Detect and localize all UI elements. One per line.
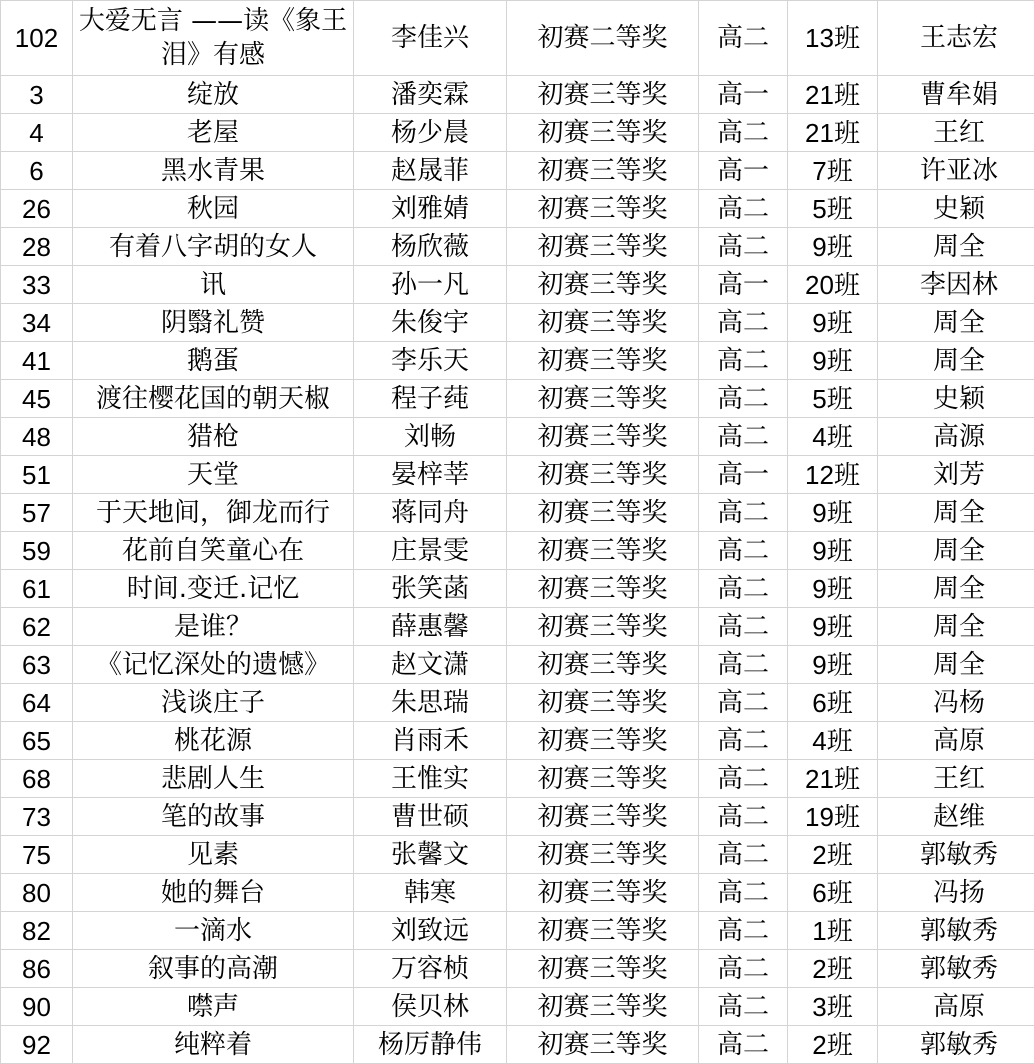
cell-id[interactable]: 80 <box>1 874 73 912</box>
cell-teacher[interactable]: 李因林 <box>878 266 1034 304</box>
cell-teacher[interactable]: 周全 <box>878 494 1034 532</box>
cell-teacher[interactable]: 周全 <box>878 608 1034 646</box>
cell-award[interactable]: 初赛三等奖 <box>507 608 699 646</box>
cell-author[interactable]: 赵文潇 <box>354 646 507 684</box>
cell-id[interactable]: 59 <box>1 532 73 570</box>
cell-teacher[interactable]: 冯扬 <box>878 874 1034 912</box>
cell-grade[interactable]: 高一 <box>699 456 788 494</box>
cell-award[interactable]: 初赛三等奖 <box>507 456 699 494</box>
cell-grade[interactable]: 高二 <box>699 1026 788 1064</box>
cell-class[interactable]: 13班 <box>788 1 878 76</box>
cell-award[interactable]: 初赛三等奖 <box>507 646 699 684</box>
cell-class[interactable]: 3班 <box>788 988 878 1026</box>
cell-award[interactable]: 初赛二等奖 <box>507 1 699 76</box>
cell-teacher[interactable]: 赵维 <box>878 798 1034 836</box>
cell-author[interactable]: 朱思瑞 <box>354 684 507 722</box>
cell-grade[interactable]: 高二 <box>699 684 788 722</box>
cell-author[interactable]: 赵晟菲 <box>354 152 507 190</box>
table-body <box>1 1 1034 1064</box>
table-row <box>1 114 1034 152</box>
cell-grade[interactable]: 高二 <box>699 190 788 228</box>
cell-id[interactable]: 64 <box>1 684 73 722</box>
cell-award[interactable]: 初赛三等奖 <box>507 266 699 304</box>
cell-id[interactable]: 90 <box>1 988 73 1026</box>
cell-title[interactable]: 《记忆深处的遗憾》 <box>73 646 354 684</box>
cell-title[interactable]: 她的舞台 <box>73 874 354 912</box>
cell-grade[interactable]: 高一 <box>699 152 788 190</box>
cell-author[interactable]: 曹世硕 <box>354 798 507 836</box>
cell-title[interactable]: 笔的故事 <box>73 798 354 836</box>
cell-class[interactable]: 5班 <box>788 380 878 418</box>
cell-grade[interactable]: 高二 <box>699 114 788 152</box>
cell-author[interactable]: 潘奕霖 <box>354 76 507 114</box>
cell-author[interactable]: 薛惠馨 <box>354 608 507 646</box>
cell-teacher[interactable]: 郭敏秀 <box>878 1026 1034 1064</box>
cell-id[interactable]: 45 <box>1 380 73 418</box>
cell-grade[interactable]: 高二 <box>699 950 788 988</box>
cell-author[interactable]: 张笑菡 <box>354 570 507 608</box>
cell-award[interactable]: 初赛三等奖 <box>507 836 699 874</box>
cell-class[interactable]: 6班 <box>788 684 878 722</box>
cell-class[interactable]: 7班 <box>788 152 878 190</box>
cell-author[interactable]: 李乐天 <box>354 342 507 380</box>
cell-grade[interactable]: 高二 <box>699 380 788 418</box>
table-row <box>1 76 1034 114</box>
cell-teacher[interactable]: 周全 <box>878 532 1034 570</box>
cell-grade[interactable]: 高二 <box>699 988 788 1026</box>
cell-teacher[interactable]: 周全 <box>878 646 1034 684</box>
cell-award[interactable]: 初赛三等奖 <box>507 722 699 760</box>
cell-id[interactable]: 48 <box>1 418 73 456</box>
cell-grade[interactable]: 高二 <box>699 798 788 836</box>
cell-title[interactable]: 秋园 <box>73 190 354 228</box>
table-row <box>1 646 1034 684</box>
cell-class[interactable]: 5班 <box>788 190 878 228</box>
cell-class[interactable]: 20班 <box>788 266 878 304</box>
cell-title[interactable]: 叙事的高潮 <box>73 950 354 988</box>
cell-title[interactable]: 大爱无言 ——读《象王泪》有感 <box>73 1 354 76</box>
cell-class[interactable]: 9班 <box>788 228 878 266</box>
cell-award[interactable]: 初赛三等奖 <box>507 684 699 722</box>
cell-grade[interactable]: 高二 <box>699 532 788 570</box>
cell-teacher[interactable]: 郭敏秀 <box>878 912 1034 950</box>
cell-id[interactable]: 6 <box>1 152 73 190</box>
cell-grade[interactable]: 高二 <box>699 1 788 76</box>
cell-teacher[interactable]: 王红 <box>878 114 1034 152</box>
cell-title[interactable]: 天堂 <box>73 456 354 494</box>
cell-id[interactable]: 86 <box>1 950 73 988</box>
cell-class[interactable]: 9班 <box>788 646 878 684</box>
cell-award[interactable]: 初赛三等奖 <box>507 152 699 190</box>
cell-author[interactable]: 朱俊宇 <box>354 304 507 342</box>
cell-award[interactable]: 初赛三等奖 <box>507 760 699 798</box>
cell-award[interactable]: 初赛三等奖 <box>507 342 699 380</box>
cell-grade[interactable]: 高二 <box>699 228 788 266</box>
cell-award[interactable]: 初赛三等奖 <box>507 494 699 532</box>
cell-teacher[interactable]: 高原 <box>878 988 1034 1026</box>
table-row <box>1 304 1034 342</box>
cell-author[interactable]: 蒋同舟 <box>354 494 507 532</box>
cell-teacher[interactable]: 高原 <box>878 722 1034 760</box>
cell-award[interactable]: 初赛三等奖 <box>507 950 699 988</box>
table-row <box>1 950 1034 988</box>
cell-title[interactable]: 鹅蛋 <box>73 342 354 380</box>
cell-title[interactable]: 花前自笑童心在 <box>73 532 354 570</box>
cell-class[interactable]: 19班 <box>788 798 878 836</box>
cell-grade[interactable]: 高二 <box>699 722 788 760</box>
cell-teacher[interactable]: 史颖 <box>878 190 1034 228</box>
table-row <box>1 912 1034 950</box>
cell-title[interactable]: 阴翳礼赞 <box>73 304 354 342</box>
cell-title[interactable]: 悲剧人生 <box>73 760 354 798</box>
cell-class[interactable]: 6班 <box>788 874 878 912</box>
cell-author[interactable]: 庄景雯 <box>354 532 507 570</box>
cell-author[interactable]: 杨厉静伟 <box>354 1026 507 1064</box>
table-row <box>1 988 1034 1026</box>
cell-class[interactable]: 9班 <box>788 304 878 342</box>
table-row <box>1 266 1034 304</box>
cell-grade[interactable]: 高二 <box>699 646 788 684</box>
cell-grade[interactable]: 高二 <box>699 874 788 912</box>
cell-class[interactable]: 2班 <box>788 836 878 874</box>
cell-teacher[interactable]: 许亚冰 <box>878 152 1034 190</box>
cell-class[interactable]: 21班 <box>788 76 878 114</box>
cell-teacher[interactable]: 郭敏秀 <box>878 836 1034 874</box>
cell-title[interactable]: 渡往樱花国的朝天椒 <box>73 380 354 418</box>
cell-class[interactable]: 9班 <box>788 608 878 646</box>
cell-title[interactable]: 黑水青果 <box>73 152 354 190</box>
cell-class[interactable]: 2班 <box>788 1026 878 1064</box>
cell-teacher[interactable]: 周全 <box>878 304 1034 342</box>
cell-id[interactable]: 3 <box>1 76 73 114</box>
cell-grade[interactable]: 高二 <box>699 494 788 532</box>
cell-class[interactable]: 4班 <box>788 418 878 456</box>
cell-award[interactable]: 初赛三等奖 <box>507 380 699 418</box>
cell-award[interactable]: 初赛三等奖 <box>507 228 699 266</box>
cell-title[interactable]: 老屋 <box>73 114 354 152</box>
cell-teacher[interactable]: 史颖 <box>878 380 1034 418</box>
cell-award[interactable]: 初赛三等奖 <box>507 570 699 608</box>
table-row <box>1 494 1034 532</box>
cell-author[interactable]: 孙一凡 <box>354 266 507 304</box>
cell-title[interactable]: 浅谈庄子 <box>73 684 354 722</box>
cell-teacher[interactable]: 王红 <box>878 760 1034 798</box>
cell-title[interactable]: 猎枪 <box>73 418 354 456</box>
cell-award[interactable]: 初赛三等奖 <box>507 798 699 836</box>
table-row <box>1 1 1034 76</box>
cell-id[interactable]: 73 <box>1 798 73 836</box>
cell-title[interactable]: 时间.变迁.记忆 <box>73 570 354 608</box>
cell-id[interactable]: 4 <box>1 114 73 152</box>
cell-grade[interactable]: 高二 <box>699 608 788 646</box>
cell-id[interactable]: 75 <box>1 836 73 874</box>
cell-class[interactable]: 9班 <box>788 494 878 532</box>
cell-award[interactable]: 初赛三等奖 <box>507 190 699 228</box>
cell-author[interactable]: 晏梓莘 <box>354 456 507 494</box>
cell-teacher[interactable]: 高源 <box>878 418 1034 456</box>
cell-author[interactable]: 刘畅 <box>354 418 507 456</box>
cell-grade[interactable]: 高一 <box>699 266 788 304</box>
cell-id[interactable]: 51 <box>1 456 73 494</box>
cell-title[interactable]: 绽放 <box>73 76 354 114</box>
table-row <box>1 570 1034 608</box>
cell-class[interactable]: 12班 <box>788 456 878 494</box>
cell-teacher[interactable]: 王志宏 <box>878 1 1034 76</box>
cell-grade[interactable]: 高二 <box>699 570 788 608</box>
cell-class[interactable]: 21班 <box>788 114 878 152</box>
cell-author[interactable]: 万容桢 <box>354 950 507 988</box>
table-row <box>1 190 1034 228</box>
cell-grade[interactable]: 高二 <box>699 912 788 950</box>
table-row <box>1 228 1034 266</box>
cell-teacher[interactable]: 曹牟娟 <box>878 76 1034 114</box>
table-row <box>1 380 1034 418</box>
cell-teacher[interactable]: 周全 <box>878 228 1034 266</box>
cell-author[interactable]: 王惟实 <box>354 760 507 798</box>
cell-title[interactable]: 噤声 <box>73 988 354 1026</box>
cell-class[interactable]: 2班 <box>788 950 878 988</box>
cell-id[interactable]: 82 <box>1 912 73 950</box>
cell-award[interactable]: 初赛三等奖 <box>507 304 699 342</box>
cell-id[interactable]: 28 <box>1 228 73 266</box>
cell-id[interactable]: 68 <box>1 760 73 798</box>
cell-award[interactable]: 初赛三等奖 <box>507 418 699 456</box>
table-row <box>1 798 1034 836</box>
cell-teacher[interactable]: 刘芳 <box>878 456 1034 494</box>
table-row <box>1 342 1034 380</box>
cell-title[interactable]: 于天地间，御龙而行 <box>73 494 354 532</box>
cell-title[interactable]: 见素 <box>73 836 354 874</box>
cell-grade[interactable]: 高二 <box>699 760 788 798</box>
cell-id[interactable]: 62 <box>1 608 73 646</box>
cell-author[interactable]: 张馨文 <box>354 836 507 874</box>
cell-grade[interactable]: 高二 <box>699 342 788 380</box>
cell-class[interactable]: 9班 <box>788 532 878 570</box>
cell-award[interactable]: 初赛三等奖 <box>507 874 699 912</box>
cell-teacher[interactable]: 周全 <box>878 342 1034 380</box>
table-row <box>1 684 1034 722</box>
table-row <box>1 418 1034 456</box>
cell-title[interactable]: 有着八字胡的女人 <box>73 228 354 266</box>
cell-id[interactable]: 63 <box>1 646 73 684</box>
cell-award[interactable]: 初赛三等奖 <box>507 988 699 1026</box>
cell-award[interactable]: 初赛三等奖 <box>507 76 699 114</box>
table-row <box>1 760 1034 798</box>
cell-id[interactable]: 33 <box>1 266 73 304</box>
table-row <box>1 1026 1034 1064</box>
cell-grade[interactable]: 高二 <box>699 418 788 456</box>
cell-author[interactable]: 刘致远 <box>354 912 507 950</box>
cell-id[interactable]: 65 <box>1 722 73 760</box>
table-row <box>1 532 1034 570</box>
cell-author[interactable]: 肖雨禾 <box>354 722 507 760</box>
cell-class[interactable]: 9班 <box>788 342 878 380</box>
cell-title[interactable]: 一滴水 <box>73 912 354 950</box>
cell-id[interactable]: 41 <box>1 342 73 380</box>
cell-class[interactable]: 21班 <box>788 760 878 798</box>
cell-teacher[interactable]: 周全 <box>878 570 1034 608</box>
cell-author[interactable]: 杨少晨 <box>354 114 507 152</box>
cell-class[interactable]: 4班 <box>788 722 878 760</box>
cell-title[interactable]: 讯 <box>73 266 354 304</box>
cell-grade[interactable]: 高一 <box>699 76 788 114</box>
cell-id[interactable]: 57 <box>1 494 73 532</box>
cell-author[interactable]: 程子莼 <box>354 380 507 418</box>
cell-class[interactable]: 1班 <box>788 912 878 950</box>
table-row <box>1 152 1034 190</box>
table-row <box>1 874 1034 912</box>
cell-id[interactable]: 26 <box>1 190 73 228</box>
cell-id[interactable]: 61 <box>1 570 73 608</box>
cell-author[interactable]: 李佳兴 <box>354 1 507 76</box>
cell-author[interactable]: 刘雅婧 <box>354 190 507 228</box>
cell-award[interactable]: 初赛三等奖 <box>507 532 699 570</box>
table-row <box>1 836 1034 874</box>
cell-class[interactable]: 9班 <box>788 570 878 608</box>
cell-teacher[interactable]: 冯杨 <box>878 684 1034 722</box>
cell-author[interactable]: 韩寒 <box>354 874 507 912</box>
cell-author[interactable]: 杨欣薇 <box>354 228 507 266</box>
cell-award[interactable]: 初赛三等奖 <box>507 1026 699 1064</box>
cell-author[interactable]: 侯贝林 <box>354 988 507 1026</box>
table-row <box>1 722 1034 760</box>
cell-id[interactable]: 92 <box>1 1026 73 1064</box>
cell-id[interactable]: 34 <box>1 304 73 342</box>
table-row <box>1 608 1034 646</box>
cell-title[interactable]: 是谁？ <box>73 608 354 646</box>
table-row <box>1 456 1034 494</box>
cell-award[interactable]: 初赛三等奖 <box>507 912 699 950</box>
cell-title[interactable]: 纯粹着 <box>73 1026 354 1064</box>
cell-grade[interactable]: 高二 <box>699 836 788 874</box>
cell-title[interactable]: 桃花源 <box>73 722 354 760</box>
cell-id[interactable]: 102 <box>1 1 73 76</box>
cell-award[interactable]: 初赛三等奖 <box>507 114 699 152</box>
cell-teacher[interactable]: 郭敏秀 <box>878 950 1034 988</box>
cell-grade[interactable]: 高二 <box>699 304 788 342</box>
